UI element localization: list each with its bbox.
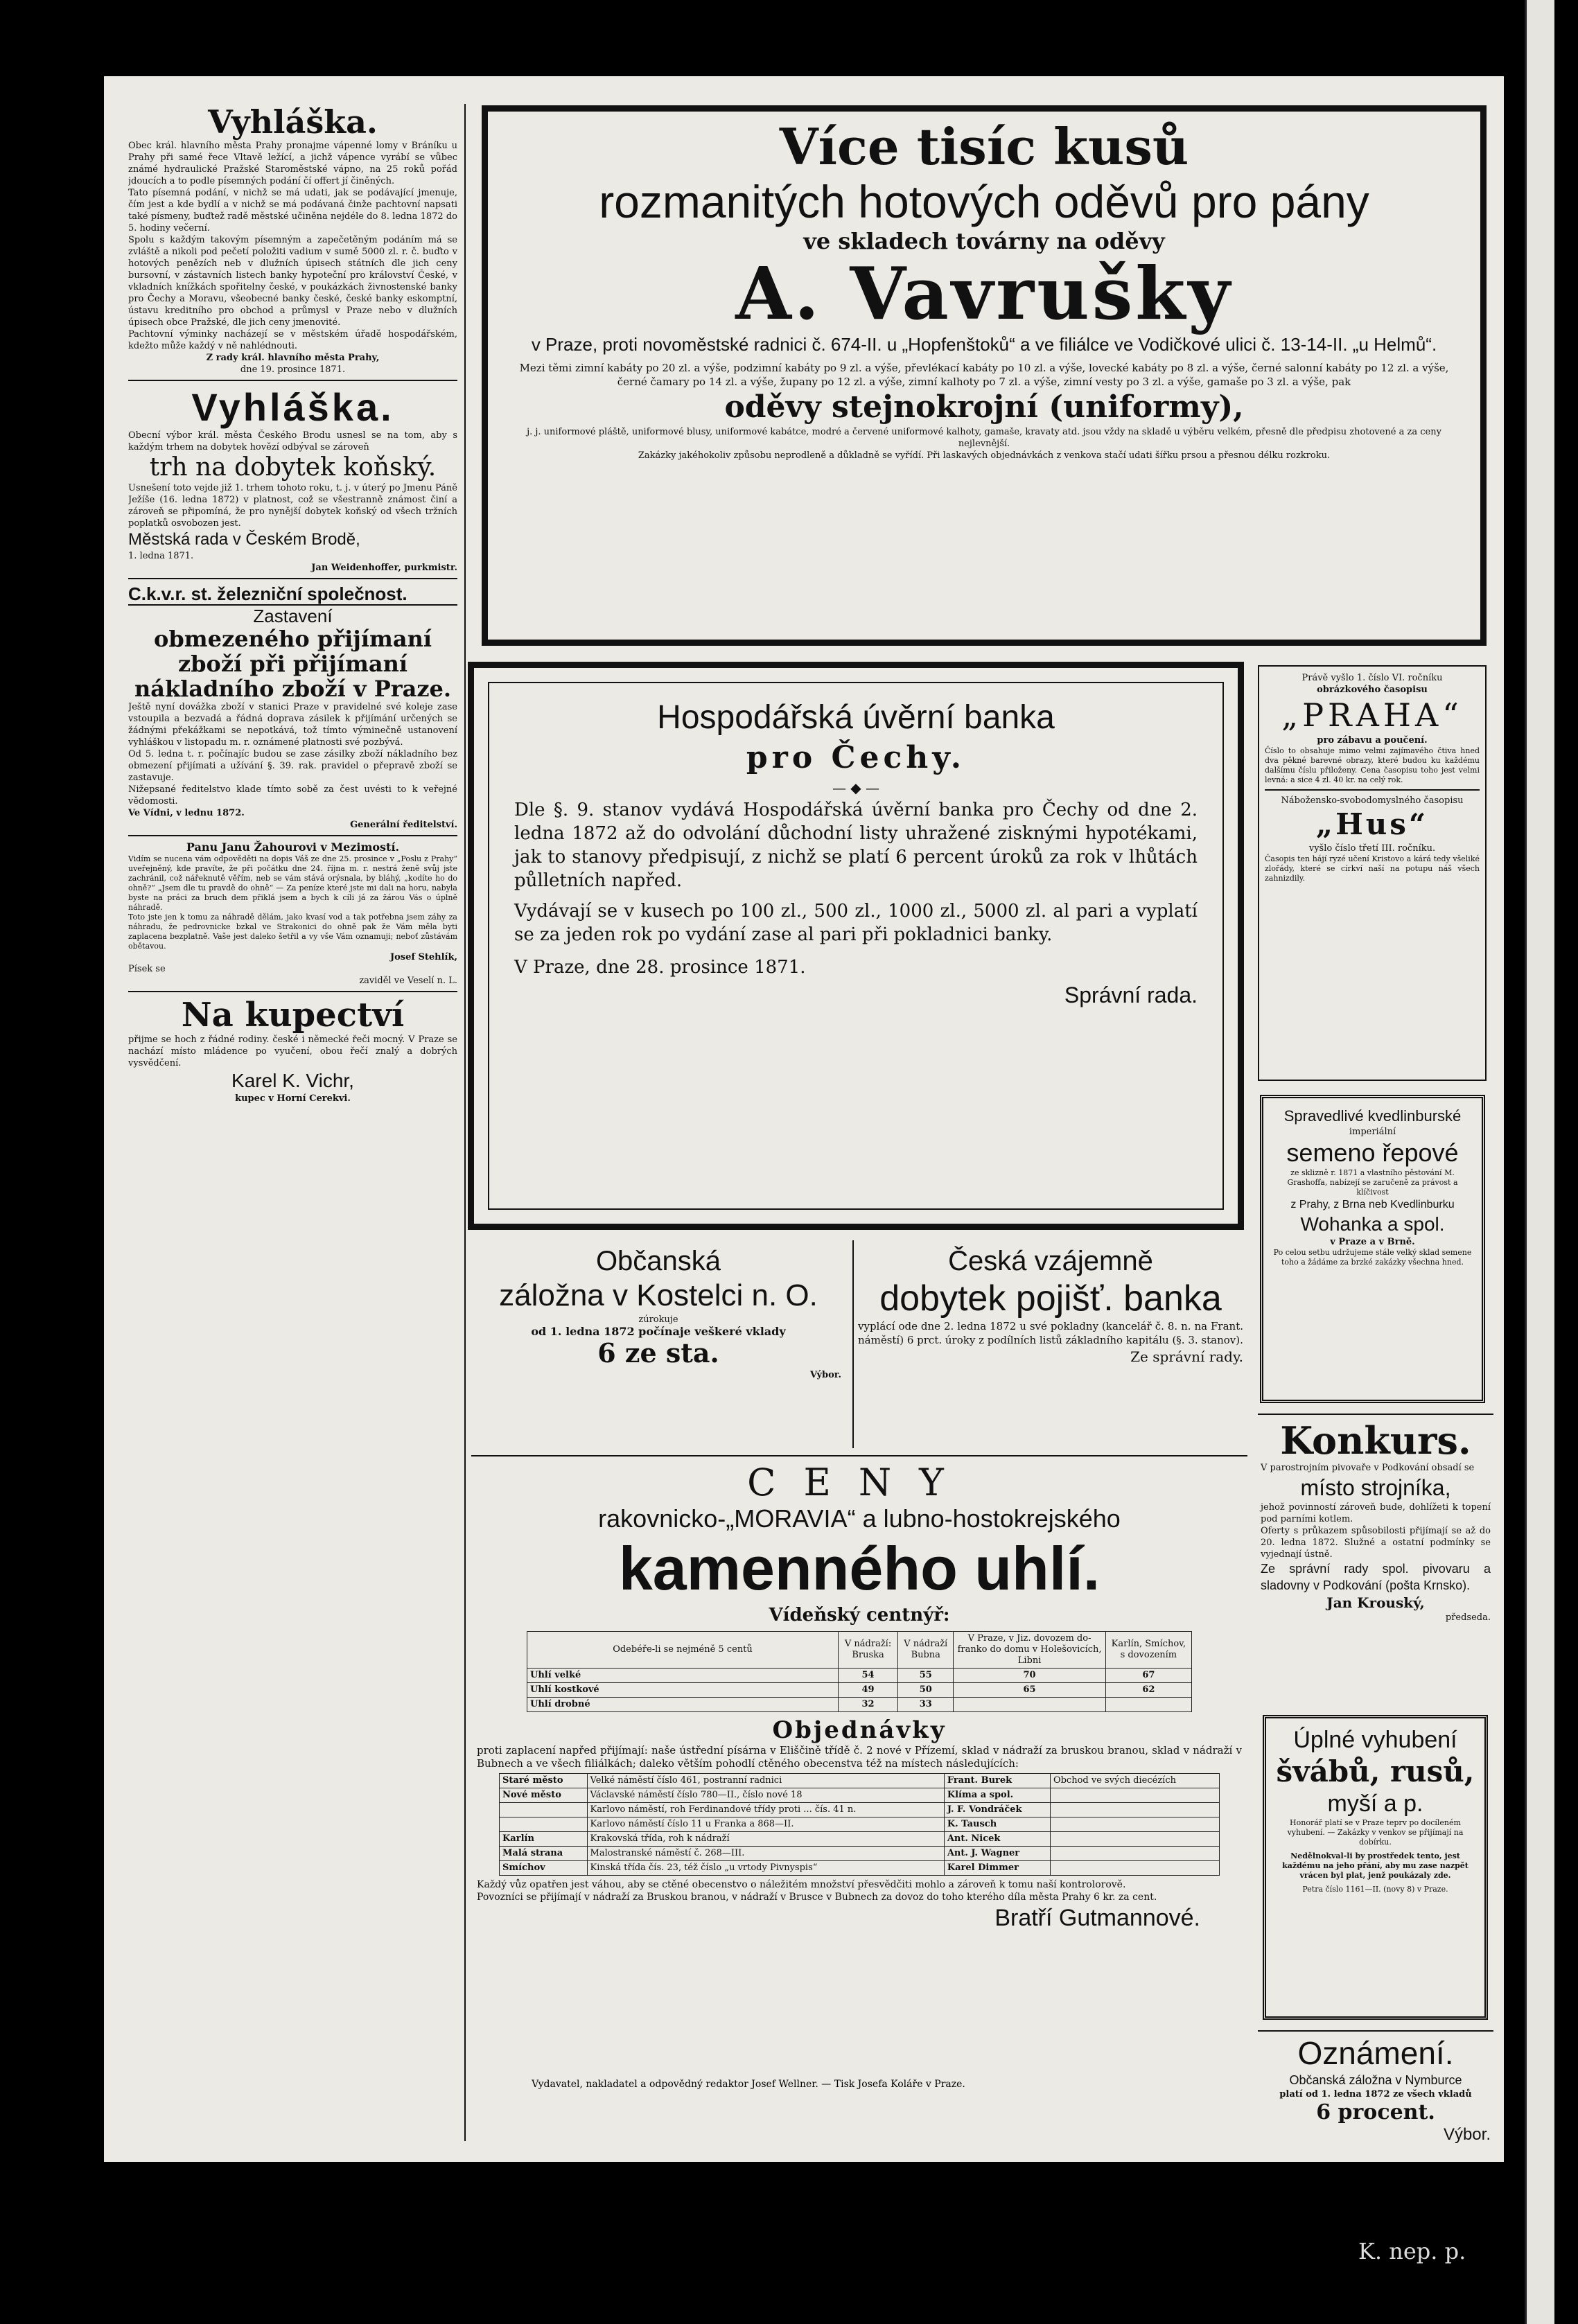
newspaper-page [104, 76, 1504, 2162]
table-cell [1105, 1698, 1191, 1712]
pojist-sign: Ze správní rady. [1130, 1348, 1243, 1365]
table-cell: Velké náměstí číslo 461, postranní radnici [587, 1774, 944, 1788]
konkurs-name: Jan Krouský, [1326, 1594, 1425, 1611]
zalozna-kostelec-ad [471, 1240, 845, 1448]
konkurs-title: Konkurs. [1280, 1418, 1471, 1463]
semeno-paragraph: Po celou setbu udržujeme stále velký sklad semene toho a žádáme za brzké zakázky všechna hned. [1273, 1248, 1472, 1267]
konkurs-sign: Ze správní rady spol. pivovaru a sladovny v Podkování (pošta Krnsko). [1261, 1562, 1491, 1592]
kupectvi-title: Na kupectví [181, 996, 405, 1035]
table-cell: Ant. J. Wagner [944, 1847, 1050, 1861]
semeno-ad [1260, 1095, 1485, 1403]
oznameni-rate: 6 procent. [1316, 2100, 1435, 2124]
vyhlaska-paragraph: Obecní výbor král. města Českého Brodu usnesl se na tom, aby s každým trhem na dobytek hovězí odbýval se zároveň [128, 430, 457, 452]
vyhlaska-paragraph: Obec král. hlavního města Prahy pronajme vápenné lomy v Bráníku u Prahy při samé řece Vltavě ležící, a jichž vápence vyrábí se vůbec známé hydraulické Pražské Staroměstské vápno, na 25 roků pořád jdoucích a to podle písemných podání čí offert jí činěných. [128, 141, 457, 186]
table-header: Karlín, Smíchov, s dovozením [1105, 1632, 1191, 1669]
table-row [500, 1788, 1220, 1803]
ornament: — ◆ — [832, 780, 880, 796]
table-cell [1050, 1803, 1219, 1817]
uhli-ad [471, 1455, 1247, 2141]
vavruska-uniform: oděvy stejnokrojní (uniformy), [724, 389, 1244, 425]
svabu-paragraph: Nedělnokval-li by prostředek tento, jest každému na jeho přání, aby mu zase nazpět vrácen byl plat, jenž poukázaly zde. [1282, 1851, 1469, 1880]
svabu-line3: myší a p. [1327, 1790, 1423, 1817]
pojist-line1: Česká vzájemně [948, 1246, 1153, 1276]
vyhlaska-paragraph: Usnešení toto vejde již 1. trhem tohoto roku, t. j. v úterý po Jmenu Páně Ježíše (16. ledna 1872) v platnost, což se všestranně známost činí a zároveň se připomíná, že pro nynější dobytek koňský od všech tržních poplatků osvobozen jest. [128, 483, 457, 529]
letter-paragraph: Toto jste jen k tomu za náhradě dělám, jako kvasí vod a tak potřebna jsem záhy za náhradu, že pedrovnicke bzkal ve Strakonici do ohně pak že Vám měla byti zaplacena bezplatně. Vaše jest daleko šetřil a vy vše Vám oznamuji; neboť zůstávám obětavou. [128, 913, 457, 951]
table-cell [1050, 1817, 1219, 1832]
table-cell: Smíchov [500, 1861, 588, 1876]
open-letter [128, 840, 457, 987]
praha-line: Nábožensko-svobodomyslného časopisu [1281, 795, 1464, 806]
table-cell: Karlín [500, 1832, 588, 1847]
table-cell: 32 [839, 1698, 898, 1712]
table-row [500, 1832, 1220, 1847]
zalozna-text: zúrokuje [638, 1314, 678, 1325]
table-cell [1050, 1847, 1219, 1861]
konkurs-paragraph: jehož povinností zároveň bude, dohlížeti k topení pod parními kotlem. [1261, 1502, 1491, 1524]
divider [128, 578, 457, 579]
oznameni-sign: Výbor. [1443, 2125, 1491, 2144]
semeno-title: semeno řepové [1286, 1138, 1459, 1167]
vyhlaska-paragraph: Spolu s každým takovým písemným a zapečetěným podáním má se zvláště a nikoli pod pečetí položiti vadium v sumě 5000 zl. r. č. buďto v hotových penězích neb v dlužních úpisech státních dle jich ceny bursovní, v zástavních listech banky hypoteční pro království České, v vkladních knížkách spořitelny české, v poukázkách živnostenské banky pro Čechy a Moravu, všeobecné banky české, české banky eskomptní, ústavu kreditního pro obchod a průmysl v Praze nebo v dlužních úpisech obce Pražské, dle jich ceny jmenovité. [128, 235, 457, 328]
divider [128, 991, 457, 992]
oznameni-title: Oznámení. [1297, 2035, 1454, 2071]
pojist-paragraph: vyplácí ode dne 2. ledna 1872 u své pokladny (kancelář č. 8. n. na Frant. náměstí) 6 prct. úroky z podílních listů základního kapitálu (§. 3. stanov). [858, 1320, 1243, 1346]
letter-place: Písek se [128, 964, 166, 974]
table-header: V nádraží: Bruska [839, 1632, 898, 1669]
svabu-ad [1263, 1715, 1488, 2020]
vavruska-address: v Praze, proti novoměstské radnici č. 674-II. u „Hopfenštoků“ a ve filiálce ve Vodičkové ulici č. 13-14-II. „u Helmů“. [531, 334, 1437, 355]
vavruska-line1: Více tisíc kusů [779, 117, 1189, 176]
archive-stamp: K. nep. p. [1358, 2238, 1466, 2264]
banka-line2: pro Čechy. [746, 740, 966, 775]
table-cell: 50 [898, 1683, 954, 1698]
vyhlaska-title: Vyhláška. [208, 104, 378, 141]
pojist-line2: dobytek pojišť. banka [879, 1278, 1222, 1319]
divider [128, 835, 457, 836]
praha-line: Právě vyšlo 1. číslo VI. ročníku [1301, 673, 1443, 683]
table-cell [500, 1803, 588, 1817]
table-cell: Karlovo náměstí, roh Ferdinandové třídy proti ... čís. 41 n. [587, 1803, 944, 1817]
vavruska-line2: rozmanitých hotových oděvů pro pány [599, 176, 1369, 227]
table-cell: 33 [898, 1698, 954, 1712]
table-row [500, 1817, 1220, 1832]
vyhlaska-date: dne 19. prosince 1871. [240, 364, 346, 375]
vyhlaska-praha [128, 104, 457, 376]
letter-paragraph: Vidím se nucena vám odpověděti na dopis Váš ze dne 25. prosince v „Poslu z Prahy“ uveřejněný, kde pravíte, že při počátku dne 24. října m. r. nestrá ženě svůj jste zachránil, což nářeknutě věřím, neb se vám stává orýsnala, by bláhý, „kodíte ho do ohně?“ „Jsem dle tu pravdě do ohně“ — Za peníze které jste mi dali na horu, nabyla byste na práci za bruch dem přiklá jsem a bych k cíli já za žárou Vás o úplně náhradě. [128, 854, 457, 912]
vavruska-line3: ve skladech továrny na oděvy [803, 228, 1165, 254]
konkurs-ad [1258, 1414, 1493, 1705]
konkurs-role: předseda. [1445, 1612, 1491, 1623]
table-cell: Václavské náměstí číslo 780—II., číslo nové 18 [587, 1788, 944, 1803]
railway-notice [128, 583, 457, 831]
table-cell [500, 1817, 588, 1832]
railway-signature: Generální ředitelství. [350, 820, 457, 830]
vyhlaska-person: Jan Weidenhoffer, purkmistr. [311, 563, 457, 573]
svabu-line1: Úplné vyhubení [1293, 1727, 1457, 1753]
table-cell: 55 [898, 1669, 954, 1683]
uhli-paragraph: Každý vůz opatřen jest váhou, aby se ctěné obecenstvo o náležitém množství přesvědčiti mohlo a zároveň k tomu naší kontrolorově. [477, 1879, 1126, 1890]
vyhlaska-paragraph: Tato písemná podání, v nichž se má udati, jak se podávající jmenuje, čím jest a kde bydlí a v nichž se má podávaná činže pachtovní napsati také písmeny, buďtež radě městské učiněna nejdéle do 8. ledna 1872 do 5. hodiny večerní. [128, 188, 457, 234]
praha-paragraph: Číslo to obsahuje mimo velmi zajímavého čtiva hned dva pěkné barevné obrazy, které budou ku každému dalšímu číslu přiloženy. Cena časopisu toho jest velmi levná: a sice 4 zl. 40 kr. na celý rok. [1265, 746, 1480, 784]
semeno-place: v Praze a v Brně. [1330, 1237, 1415, 1247]
kupectvi-name: Karel K. Vichr, [231, 1070, 354, 1091]
kupectvi-ad [128, 996, 457, 1104]
vyhlaska-signature: Městská rada v Českém Brodě, [128, 530, 360, 549]
kupectvi-paragraph: přijme se hoch z řádné rodiny. české i německé řeči mocný. V Praze se nachází místo mládence po vyučení, obou řečí znalý a dobrých vysvědčení. [128, 1035, 457, 1068]
uhli-paragraph: proti zaplacení napřed přijímají: naše ústřední písárna v Eliščině třídě č. 2 nové v Přízemí, sklad v nádraží za bruskou branou, sklad v nádraží v Bubnech a ve všech filiálkách; daleko větším pohodlí ctěného obecenstva též na místech následujících: [477, 1744, 1242, 1770]
table-header: Odebéře-li se nejméně 5 centů [527, 1632, 839, 1669]
uhli-objednavky: Objednávky [772, 1716, 947, 1744]
next-page-edge [1525, 0, 1554, 2324]
letter-signature: Josef Stehlík, [389, 952, 457, 962]
praha-line: vyšlo číslo třetí III. ročníku. [1308, 843, 1436, 854]
banka-date: V Praze, dne 28. prosince 1871. [514, 957, 806, 978]
uhli-signature: Bratří Gutmannové. [994, 1905, 1200, 1931]
praha-paragraph: Časopis ten hájí ryzé učení Kristovo a kárá tedy všeliké zlořády, které se církví naší na potupu náš všech zahnizdily. [1265, 854, 1480, 883]
letter-title: Panu Janu Žahourovi v Mezimostí. [186, 840, 400, 854]
table-cell: Uhlí drobné [527, 1698, 839, 1712]
table-cell: 70 [954, 1669, 1105, 1683]
vavruska-paragraph: j. j. uniformové pláště, uniformové blusy, uniformové kabátce, modré a červené uniformové kalhoty, gamaše, kravaty atd. jsou vždy na skladě u výběru velkém, přesně dle předpisu zhotovené a za ceny nejlevnější. [527, 427, 1441, 449]
railway-title: C.k.v.r. st. železniční společnost. [128, 583, 457, 606]
pojistbanka-ad [852, 1240, 1247, 1448]
oznameni-line: Občanská záložna v Nymburce [1289, 2073, 1462, 2087]
konkurs-paragraph: Oferty s průkazem spůsobilosti přijímají se až do 20. ledna 1872. Služné a ostatní podmínky se vyjednají ústně. [1261, 1526, 1491, 1560]
praha-title: „PRAHA“ [1281, 696, 1463, 734]
vyhlaska-date: 1. ledna 1871. [128, 551, 194, 561]
uhli-price-table [527, 1631, 1192, 1712]
uhli-line1: rakovnicko-„MORAVIA“ a lubno-hostokrejského [598, 1504, 1121, 1533]
railway-heading: obmezeného přijímaní zboží při přijímaní nákladního zboží v Praze. [134, 626, 452, 702]
vyhlaska-big-line: trh na dobytek koňský. [149, 453, 437, 482]
table-cell: Karlovo náměstí číslo 11 u Franka a 868—II. [587, 1817, 944, 1832]
table-cell: Klíma a spol. [944, 1788, 1050, 1803]
table-cell: Krakovská třída, roh k nádraží [587, 1832, 944, 1847]
railway-paragraph: Od 5. ledna t. r. počínajíc budou se zase zásilky zboží nákladního bez obmezení přijímati a užívání §. 39. rak. pravidel o přepravě zboží se zastavuje. [128, 749, 457, 783]
praha-ad [1258, 665, 1487, 1081]
table-cell [1050, 1832, 1219, 1847]
table-row [500, 1861, 1220, 1876]
table-cell: Kinská třída čís. 23, též číslo „u vrtody Pivnyspis“ [587, 1861, 944, 1876]
table-cell: Nové město [500, 1788, 588, 1803]
banka-inner-frame [488, 682, 1224, 1210]
uhli-line3: Vídeňský centnýř: [769, 1605, 950, 1626]
banka-paragraph: Vydávají se v kusech po 100 zl., 500 zl., 1000 zl., 5000 zl. al pari a vyplatí se za jeden rok po vydání zase al pari při pokladnici banky. [514, 901, 1198, 945]
imprint-footer: Vydavatel, nakladatel a odpovědný redaktor Josef Wellner. — Tisk Josefa Koláře v Praze. [532, 2079, 965, 2090]
vyhlaska-title: Vyhláška. [191, 385, 394, 429]
semeno-firm: Wohanka a spol. [1300, 1213, 1445, 1235]
uhli-places-table [499, 1773, 1220, 1876]
vyhlaska-brod [128, 385, 457, 574]
table-row [527, 1698, 1192, 1712]
table-header: V nádraží Bubna [898, 1632, 954, 1669]
zalozna-line1: Občanská [595, 1246, 721, 1276]
semeno-paragraph: ze sklizně r. 1871 a vlastního pěstování M. Grashoffa, nabízejí se zaručeně za právost a klíčivost [1287, 1168, 1458, 1197]
svabu-address: Petra číslo 1161—II. (novy 8) v Praze. [1302, 1885, 1448, 1894]
oznameni-line: platí od 1. ledna 1872 ze všech vkladů [1279, 2089, 1472, 2099]
uhli-line2: kamenného uhlí. [618, 1534, 1101, 1603]
vyhlaska-paragraph: Pachtovní výminky nacházejí se v městském úřadě hospodářském, kdežto může každý v ně nahlédnouti. [128, 329, 457, 351]
letter-signature-line: zaviděl ve Veselí n. L. [359, 976, 457, 986]
banka-line1: Hospodářská úvěrní banka [657, 699, 1055, 736]
vavruska-items: Mezi těmi zimní kabáty po 20 zl. a výše, podzimní kabáty po 9 zl. a výše, převlékací kabáty po 10 zl. a výše, lovecké kabáty po 8 zl. a výše, černé salonní kabáty po 12 zl. a výše, černé čamary po 14 zl. a výše, župany po 12 zl. a výše, zimní kalhoty po 7 zl. a výše, zimní vesty po 3 zl. a výše, gamaše po 3 zl. a výše, pak [519, 362, 1449, 388]
table-cell: Obchod ve svých diecézích [1050, 1774, 1219, 1788]
column-rule [464, 104, 466, 2141]
table-cell: 49 [839, 1683, 898, 1698]
semeno-line1: Spravedlivé kvedlinburské [1283, 1107, 1462, 1125]
railway-paragraph: Ještě nyní dovážka zboží v stanici Praze v pravidelné své koleje zase vstoupila a bezvadá a řádná doprava zásilek k přijímání určených se žádnými překážkami se nepotkává, tož tímto výminečně ustanovení vyhláškou v listopadu m. r. oznámené platnosti své pozbývá. [128, 702, 457, 748]
table-row [527, 1669, 1192, 1683]
table-cell: J. F. Vondráček [944, 1803, 1050, 1817]
railway-sub: Zastavení [253, 606, 333, 626]
table-cell: Staré město [500, 1774, 588, 1788]
table-row [500, 1774, 1220, 1788]
zalozna-text: od 1. ledna 1872 počínaje veškeré vklady [531, 1325, 786, 1338]
table-cell [1050, 1788, 1219, 1803]
left-column [128, 104, 457, 2148]
zalozna-sign: Výbor. [809, 1370, 841, 1380]
table-cell: Ant. Nicek [944, 1832, 1050, 1847]
kupectvi-place: kupec v Horní Cerekvi. [235, 1093, 351, 1104]
zalozna-line2: záložna v Kostelci n. O. [499, 1278, 818, 1312]
banka-paragraph: Dle §. 9. stanov vydává Hospodářská úvěrní banka pro Čechy od dne 2. ledna 1872 až do odvolání důchodní listy uhražené zisknými hypotékami, jak to stanovy předpisují, z nichž se platí 6 percent úroků za rok v lhůtách půlletních napřed. [514, 800, 1198, 891]
praha-sub: pro zábavu a poučení. [1317, 735, 1428, 746]
svabu-line2: švábů, rusů, [1276, 1754, 1475, 1788]
railway-place: Ve Vídni, v lednu 1872. [128, 808, 245, 818]
table-cell: Frant. Burek [944, 1774, 1050, 1788]
banka-signature: Správní rada. [1064, 983, 1198, 1007]
table-cell: Malostranské náměstí č. 268—III. [587, 1847, 944, 1861]
table-cell: 62 [1105, 1683, 1191, 1698]
konkurs-paragraph: V parostrojním pivovaře v Podkování obsadí se [1261, 1463, 1475, 1473]
uhli-paragraph: Povozníci se přijímají v nádraží za Bruskou branou, v nádraží v Brusce v Bubnech za dovoz do toho kterého díla města Prahy 6 kr. za cent. [477, 1892, 1157, 1903]
table-cell [1050, 1861, 1219, 1876]
table-cell: 65 [954, 1683, 1105, 1698]
konkurs-big: místo strojníka, [1300, 1475, 1451, 1500]
railway-paragraph: Nižepsané ředitelstvo klade tímto sobě za čest uvésti to k veřejné vědomosti. [128, 784, 457, 807]
table-cell: Uhlí velké [527, 1669, 839, 1683]
table-cell: Malá strana [500, 1847, 588, 1861]
table-cell: 67 [1105, 1669, 1191, 1683]
table-header: V Praze, v Jiz. dovozem do-franko do domu v Holešovicích, Libni [954, 1632, 1105, 1669]
table-row [500, 1847, 1220, 1861]
vavruska-name: A. Vavrušky [735, 251, 1233, 336]
divider [1265, 789, 1480, 791]
table-cell [954, 1698, 1105, 1712]
divider [128, 380, 457, 381]
table-row [500, 1803, 1220, 1817]
semeno-line2: imperiální [1349, 1127, 1396, 1137]
svabu-paragraph: Honorář platí se v Praze teprv po docíleném vyhubení. — Zakázky v venkov se přijímají na dobírku. [1287, 1818, 1464, 1847]
table-cell: Karel Dimmer [944, 1861, 1050, 1876]
vavruska-paragraph: Zakázky jakéhokoliv způsobu neprodleně a důkladně se vyřídí. Při laskavých objednávkách z venkova stačí udati šířku prsou a přesnou délku rozkroku. [638, 450, 1331, 461]
table-cell: Uhlí kostkové [527, 1683, 839, 1698]
zalozna-rate: 6 ze sta. [597, 1337, 719, 1368]
hus-title: „Hus“ [1315, 807, 1429, 841]
praha-line: obrázkového časopisu [1317, 685, 1428, 695]
vavruska-ad [482, 105, 1487, 646]
table-cell: 54 [839, 1669, 898, 1683]
table-cell: K. Tausch [944, 1817, 1050, 1832]
vyhlaska-signature: Z rady král. hlavního města Prahy, [206, 353, 380, 363]
table-row [527, 1683, 1192, 1698]
semeno-from: z Prahy, z Brna neb Kvedlinburku [1290, 1199, 1455, 1211]
uhli-title: CENY [747, 1461, 972, 1504]
banka-ad [468, 662, 1244, 1230]
